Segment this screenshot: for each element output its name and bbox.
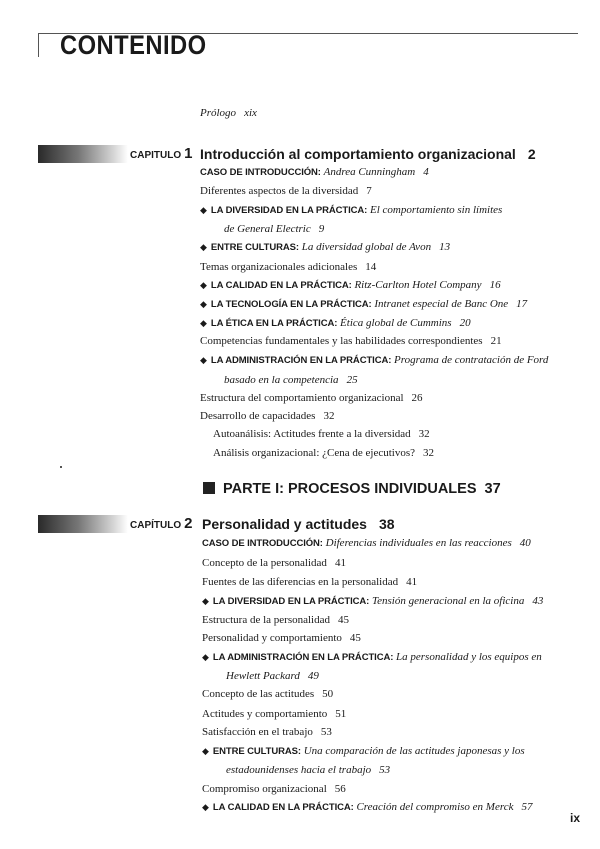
entry-text: Actitudes y comportamiento	[202, 708, 328, 720]
toc-entry-plain[interactable]	[202, 707, 346, 721]
diamond-bullet-icon: ◆	[200, 300, 207, 310]
entry-page: 53	[379, 764, 391, 776]
page-title: CONTENIDO	[60, 30, 207, 60]
diamond-bullet-icon: ◆	[202, 597, 209, 607]
toc-entry-plain[interactable]	[200, 334, 502, 348]
entry-text: La diversidad global de Avon	[301, 241, 432, 253]
entry-text: Concepto de la personalidad	[202, 557, 327, 569]
toc-entry-sub[interactable]	[213, 446, 434, 460]
diamond-bullet-icon: ◆	[200, 281, 207, 291]
entry-text: Intranet especial de Banc One	[374, 298, 509, 310]
chapter-2-title[interactable]: Personalidad y actitudes 38	[202, 516, 395, 532]
entry-page: 41	[406, 576, 418, 588]
entry-page: 26	[411, 392, 423, 404]
entry-page: 43	[532, 595, 544, 607]
entry-text: Competencias fundamentales y las habilidades correspondientes	[200, 335, 483, 347]
diamond-bullet-icon: ◆	[200, 356, 207, 366]
entry-text: estadounidenses hacia el trabajo	[226, 764, 372, 776]
entry-page: 40	[519, 537, 531, 549]
toc-entry-plain[interactable]	[202, 782, 346, 796]
entry-label: CASO DE INTRODUCCIÓN:	[202, 538, 323, 549]
entry-label: LA DIVERSIDAD EN LA PRÁCTICA:	[212, 596, 370, 607]
toc-entry-feature[interactable]	[200, 240, 450, 255]
entry-page: 32	[423, 447, 435, 459]
entry-text: La personalidad y los equipos en	[396, 651, 542, 663]
entry-text: Diferencias individuales en las reacciones	[325, 537, 512, 549]
toc-entry-plain[interactable]	[202, 687, 333, 701]
entry-text: Compromiso organizacional	[202, 783, 327, 795]
toc-entry-sub[interactable]	[213, 427, 430, 441]
toc-entry-feature[interactable]	[200, 278, 501, 293]
chapter-2-label: CAPÍTULO 2	[130, 515, 193, 532]
entry-page: 49	[307, 670, 319, 682]
entry-text: Ritz-Carlton Hotel Company	[354, 279, 482, 291]
entry-label: CASO DE INTRODUCCIÓN:	[200, 167, 321, 178]
entry-page: 9	[318, 223, 325, 235]
chapter-1-label: CAPITULO 1	[130, 145, 193, 162]
entry-page: 4	[423, 166, 429, 178]
prologue-page: xix	[244, 107, 257, 119]
entry-text: Una comparación de las actitudes japonesas y los	[303, 745, 525, 757]
scan-speck	[60, 466, 62, 468]
toc-entry-plain[interactable]	[202, 725, 332, 739]
toc-entry-feature[interactable]	[202, 594, 543, 609]
entry-text: Personalidad y comportamiento	[202, 632, 342, 644]
page-number: ix	[570, 811, 581, 825]
toc-entry-plain[interactable]	[200, 409, 334, 423]
entry-text: Estructura del comportamiento organizacional	[200, 392, 404, 404]
entry-text: Concepto de las actitudes	[202, 688, 315, 700]
chapter-1-band	[38, 145, 128, 163]
part-heading[interactable]: PARTE I: PROCESOS INDIVIDUALES 37	[203, 481, 501, 497]
entry-text: El comportamiento sin límites	[370, 204, 503, 216]
entry-text: Andrea Cunningham	[323, 166, 416, 178]
entry-text: Creación del compromiso en Merck	[356, 801, 514, 813]
toc-entry-cont[interactable]	[224, 373, 358, 387]
entry-page: 13	[439, 241, 451, 253]
entry-page: 57	[521, 801, 533, 813]
toc-entry-plain[interactable]	[202, 613, 349, 627]
toc-entry-feature[interactable]	[200, 203, 502, 218]
chapter-1-title[interactable]: Introducción al comportamiento organizacional 2	[200, 146, 536, 162]
entry-page: 56	[334, 783, 346, 795]
toc-entry-feature[interactable]	[200, 316, 471, 331]
entry-page: 32	[323, 410, 335, 422]
entry-page: 25	[346, 374, 358, 386]
toc-entry-case[interactable]	[202, 536, 531, 551]
entry-text: de General Electric	[224, 223, 311, 235]
entry-text: Fuentes de las diferencias en la personalidad	[202, 576, 399, 588]
toc-entry-feature[interactable]	[200, 353, 548, 368]
entry-label: LA DIVERSIDAD EN LA PRÁCTICA:	[210, 205, 368, 216]
entry-page: 21	[490, 335, 502, 347]
entry-page: 41	[334, 557, 346, 569]
entry-page: 53	[320, 726, 332, 738]
entry-text: Hewlett Packard	[226, 670, 300, 682]
entry-text: Tensión generacional en la oficina	[372, 595, 525, 607]
toc-entry-plain[interactable]	[202, 556, 346, 570]
entry-text: Programa de contratación de Ford	[394, 354, 549, 366]
toc-entry-feature[interactable]	[202, 744, 525, 759]
toc-entry-cont[interactable]	[224, 222, 324, 236]
toc-entry-plain[interactable]	[200, 391, 423, 405]
entry-text: basado en la competencia	[224, 374, 339, 386]
part-square-icon	[203, 482, 215, 494]
entry-label: LA CALIDAD EN LA PRÁCTICA:	[212, 802, 354, 813]
diamond-bullet-icon: ◆	[200, 206, 207, 216]
entry-label: LA CALIDAD EN LA PRÁCTICA:	[210, 280, 352, 291]
entry-page: 17	[516, 298, 528, 310]
diamond-bullet-icon: ◆	[202, 803, 209, 813]
entry-label: ENTRE CULTURAS:	[212, 746, 301, 757]
entry-text: Estructura de la personalidad	[202, 614, 330, 626]
entry-text: Temas organizacionales adicionales	[200, 261, 358, 273]
toc-entry-feature[interactable]	[202, 650, 542, 665]
entry-text: Ética global de Cummins	[340, 317, 452, 329]
prologue-label: Prólogo	[200, 107, 237, 119]
entry-page: 32	[418, 428, 430, 440]
entry-label: ENTRE CULTURAS:	[210, 242, 299, 253]
entry-label: LA ADMINISTRACIÓN EN LA PRÁCTICA:	[210, 355, 392, 366]
toc-entry-feature[interactable]	[202, 800, 532, 815]
toc-entry-case[interactable]	[200, 165, 429, 180]
toc-entry-cont[interactable]	[226, 669, 319, 683]
diamond-bullet-icon: ◆	[202, 653, 209, 663]
toc-prologue[interactable]	[200, 106, 257, 120]
toc-entry-cont[interactable]	[226, 763, 390, 777]
header-rule-left	[38, 33, 39, 57]
diamond-bullet-icon: ◆	[200, 319, 207, 329]
toc-entry-plain[interactable]	[200, 260, 376, 274]
toc-entry-plain[interactable]	[200, 184, 372, 198]
entry-page: 14	[365, 261, 377, 273]
diamond-bullet-icon: ◆	[202, 747, 209, 757]
chapter-2-band	[38, 515, 128, 533]
diamond-bullet-icon: ◆	[200, 243, 207, 253]
entry-page: 20	[459, 317, 471, 329]
entry-text: Análisis organizacional: ¿Cena de ejecutivos?	[213, 447, 416, 459]
toc-entry-plain[interactable]	[202, 631, 361, 645]
entry-text: Autoanálisis: Actitudes frente a la diversidad	[213, 428, 411, 440]
entry-text: Satisfacción en el trabajo	[202, 726, 313, 738]
entry-page: 45	[337, 614, 349, 626]
toc-entry-feature[interactable]	[200, 297, 527, 312]
entry-text: Diferentes aspectos de la diversidad	[200, 185, 359, 197]
entry-page: 50	[322, 688, 334, 700]
entry-page: 7	[366, 185, 372, 197]
entry-label: LA ADMINISTRACIÓN EN LA PRÁCTICA:	[212, 652, 394, 663]
entry-page: 16	[489, 279, 501, 291]
entry-label: LA ÉTICA EN LA PRÁCTICA:	[210, 318, 338, 329]
entry-page: 51	[335, 708, 347, 720]
toc-entry-plain[interactable]	[202, 575, 417, 589]
entry-page: 45	[349, 632, 361, 644]
entry-label: LA TECNOLOGÍA EN LA PRÁCTICA:	[210, 299, 372, 310]
entry-text: Desarrollo de capacidades	[200, 410, 316, 422]
